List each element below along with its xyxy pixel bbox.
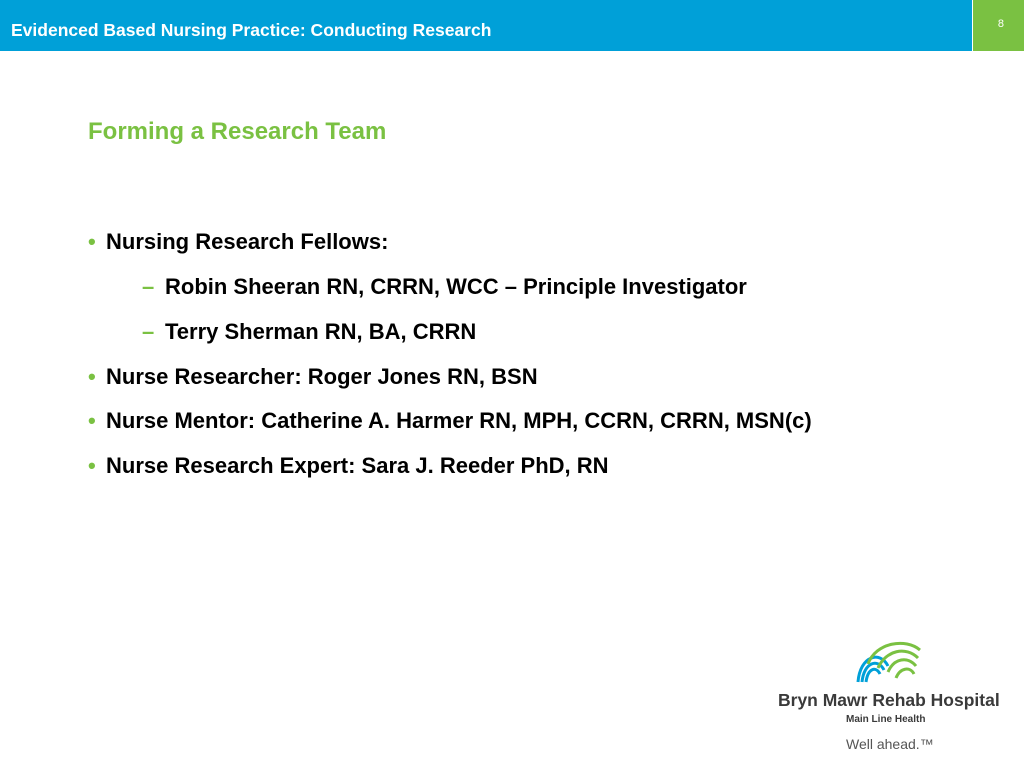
arches-logo-icon [854, 636, 924, 686]
bullet-marker: • [88, 364, 96, 389]
presentation-title: Evidenced Based Nursing Practice: Conducting Research [11, 20, 492, 40]
dash-marker: – [142, 274, 155, 299]
bullet-item [88, 229, 388, 255]
hospital-logo [770, 632, 1010, 762]
bullet-marker: • [88, 408, 96, 433]
bullet-text: Nurse Mentor: Catherine A. Harmer RN, MPH, CCRN, CRRN, MSN(c) [106, 408, 812, 433]
bullet-item [88, 453, 609, 479]
bullet-item [88, 408, 812, 434]
bullet-text: Nurse Researcher: Roger Jones RN, BSN [106, 364, 538, 389]
sub-bullet-text: Terry Sherman RN, BA, CRRN [165, 319, 477, 344]
bullet-item [88, 364, 538, 390]
page-number: 8 [997, 18, 1004, 30]
sub-bullet-item [142, 274, 747, 300]
logo-subtitle: Main Line Health [846, 714, 926, 725]
sub-bullet-item [142, 319, 476, 345]
bullet-marker: • [88, 453, 96, 478]
bullet-marker: • [88, 229, 96, 254]
slide-title: Forming a Research Team [88, 118, 387, 145]
logo-tagline: Well ahead.™ [846, 736, 934, 752]
dash-marker: – [142, 319, 155, 344]
sub-bullet-text: Robin Sheeran RN, CRRN, WCC – Principle Investigator [165, 274, 747, 299]
bullet-text: Nursing Research Fellows: [106, 229, 389, 254]
bullet-text: Nurse Research Expert: Sara J. Reeder PhD, RN [106, 453, 609, 478]
header-bar [0, 0, 972, 51]
page-number-box [973, 0, 1024, 51]
logo-name: Bryn Mawr Rehab Hospital [778, 690, 1000, 710]
